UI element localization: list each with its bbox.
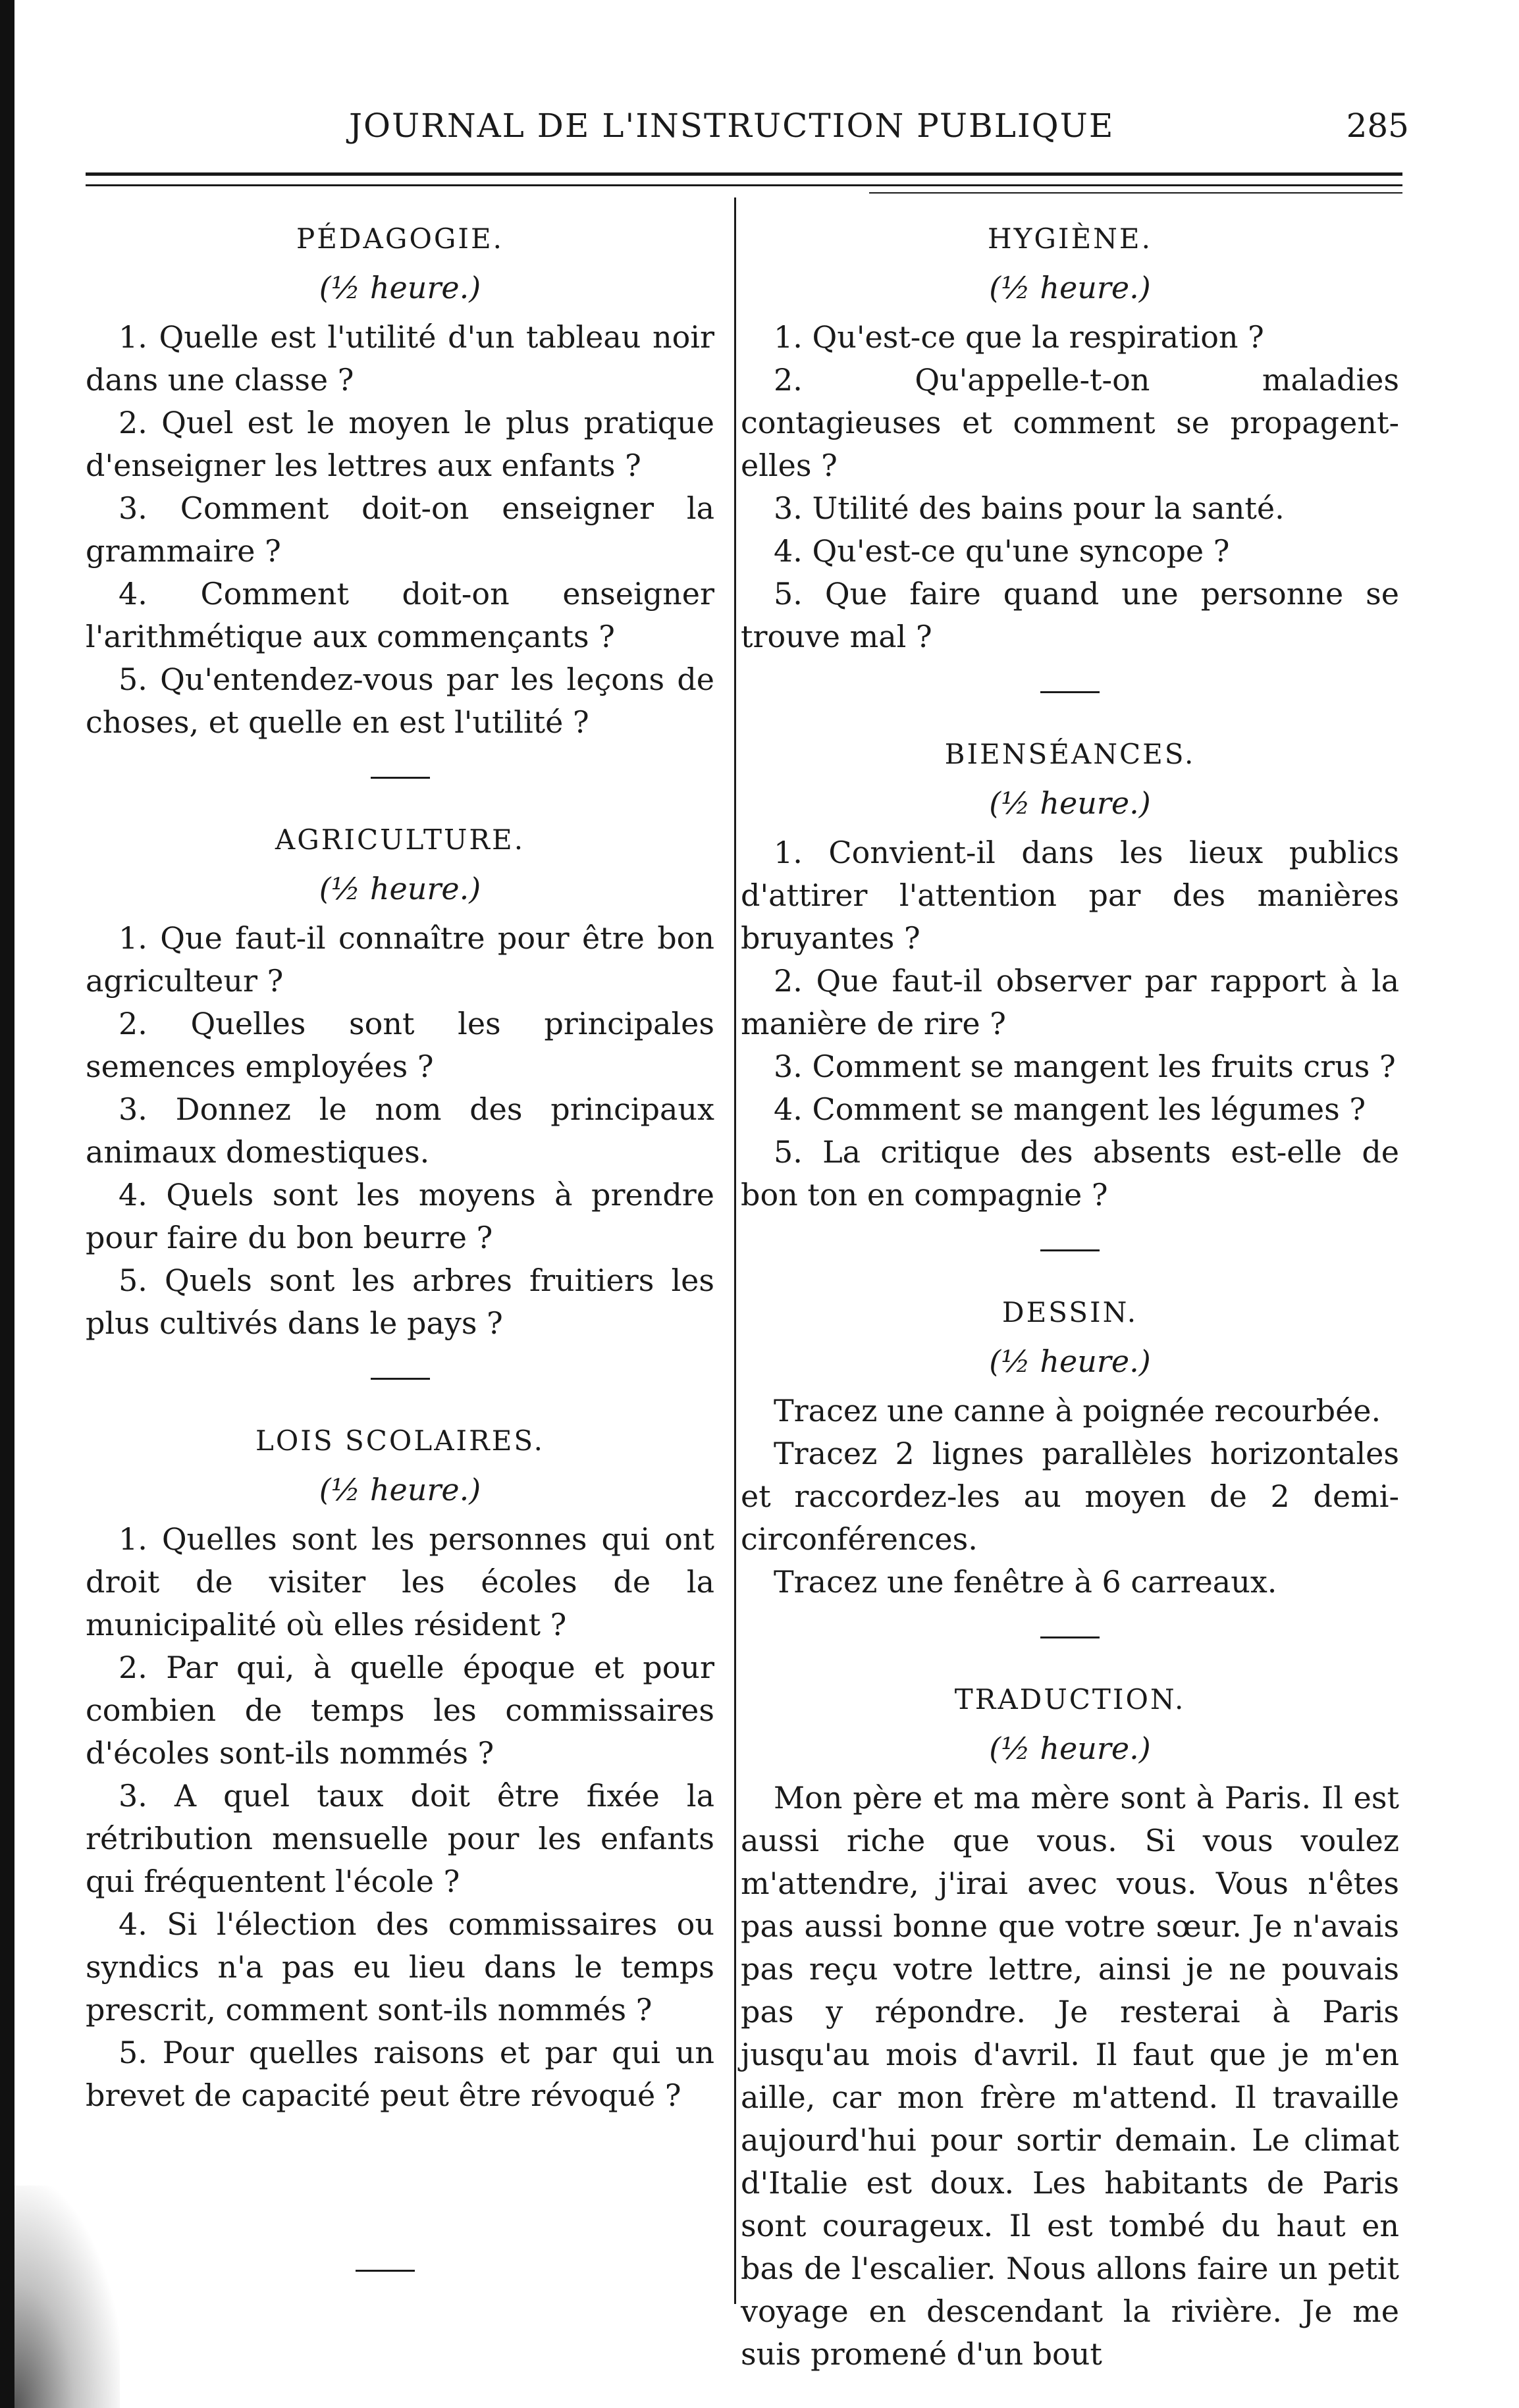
question-item: 2. Quelles sont les principales semences employées ? — [86, 1006, 714, 1084]
exercise-item: Tracez une fenêtre à 6 carreaux. — [774, 1564, 1277, 1600]
header-rule-double — [86, 184, 1402, 186]
question-item: 3. A quel taux doit être fixée la rétribution mensuelle pour les enfants qui fréquentent l'école ? — [86, 1778, 714, 1899]
binding-edge — [0, 0, 14, 2408]
section-title: DESSIN. — [1001, 1296, 1138, 1328]
journal-title: JOURNAL DE L'INSTRUCTION PUBLIQUE — [349, 107, 1115, 145]
question-item: 3. Donnez le nom des principaux animaux domestiques. — [86, 1091, 714, 1170]
section-duration: (½ heure.) — [319, 871, 481, 906]
question-item: 3. Comment doit-on enseigner la grammaire ? — [86, 490, 714, 569]
section-title: LOIS SCOLAIRES. — [255, 1425, 545, 1457]
question-item: 3. Utilité des bains pour la santé. — [774, 490, 1285, 526]
section-duration: (½ heure.) — [989, 785, 1151, 821]
section-bienseances — [741, 733, 1399, 1217]
section-title: TRADUCTION. — [954, 1683, 1186, 1715]
question-item: 1. Quelles sont les personnes qui ont droit de visiter les écoles de la municipalité où elles résident ? — [86, 1521, 714, 1642]
section-title: BIENSÉANCES. — [944, 738, 1196, 770]
column-divider — [734, 197, 736, 2304]
section-hygiene — [741, 217, 1399, 658]
section-title: HYGIÈNE. — [988, 222, 1152, 255]
section-title: PÉDAGOGIE. — [296, 222, 504, 255]
question-item: 5. Quels sont les arbres fruitiers les plus cultivés dans le pays ? — [86, 1263, 714, 1341]
scan-shadow — [14, 2186, 120, 2408]
header-rule — [86, 172, 1402, 176]
section-duration: (½ heure.) — [989, 270, 1151, 305]
question-item: 2. Quel est le moyen le plus pratique d'enseigner les lettres aux enfants ? — [86, 405, 714, 483]
left-column — [86, 217, 714, 2117]
section-separator — [1040, 1249, 1100, 1251]
question-item: 2. Que faut-il observer par rapport à la manière de rire ? — [741, 963, 1399, 1041]
question-item: 1. Quelle est l'utilité d'un tableau noir dans une classe ? — [86, 319, 714, 398]
section-duration: (½ heure.) — [319, 1472, 481, 1507]
question-item: 4. Si l'élection des commissaires ou syndics n'a pas eu lieu dans le temps prescrit, comment sont-ils nommés ? — [86, 1906, 714, 2028]
section-pedagogie — [86, 217, 714, 744]
question-item: 4. Comment doit-on enseigner l'arithmétique aux commençants ? — [86, 576, 714, 654]
header-rule-thin — [869, 192, 1402, 194]
section-traduction — [741, 1678, 1399, 2376]
question-item: 5. Pour quelles raisons et par qui un brevet de capacité peut être révoqué ? — [86, 2035, 714, 2113]
section-lois-scolaires — [86, 1419, 714, 2117]
section-duration: (½ heure.) — [989, 1344, 1151, 1379]
question-item: 3. Comment se mangent les fruits crus ? — [774, 1049, 1396, 1084]
question-item: 1. Qu'est-ce que la respiration ? — [774, 319, 1264, 355]
right-column — [741, 217, 1399, 2376]
section-separator — [371, 1378, 430, 1380]
page-number: 285 — [1346, 107, 1409, 145]
question-item: 4. Quels sont les moyens à prendre pour faire du bon beurre ? — [86, 1177, 714, 1255]
section-separator — [1040, 1636, 1100, 1638]
section-duration: (½ heure.) — [319, 270, 481, 305]
exercise-item: Tracez une canne à poignée recourbée. — [774, 1393, 1381, 1428]
exercise-item: Tracez 2 lignes parallèles horizontales et raccordez-les au moyen de 2 demi-circonférences. — [741, 1436, 1399, 1557]
translation-text: Mon père et ma mère sont à Paris. Il est aussi riche que vous. Si vous voulez m'attendre, j'irai avec vous. Vous n'êtes pas aussi bonne que votre sœur. Je n'avais pas reçu votre lettre, ainsi je ne pouvais pas y répondre. Je resterai à Paris jusqu'au mois d'avril. Il faut que je m'en aille, car mon frère m'attend. Il travaille aujourd'hui pour sortir demain. Le climat d'Italie est doux. Les habitants de Paris sont courageux. Il est tombé du haut en bas de l'escalier. Nous allons faire un petit voyage en descendant la rivière. Je me suis promené d'un bout — [741, 1780, 1399, 2372]
question-item: 4. Qu'est-ce qu'une syncope ? — [774, 533, 1230, 569]
question-item: 5. Que faire quand une personne se trouve mal ? — [741, 576, 1399, 654]
section-duration: (½ heure.) — [989, 1731, 1151, 1766]
section-separator — [371, 777, 430, 779]
question-item: 2. Qu'appelle-t-on maladies contagieuses et comment se propagent-elles ? — [741, 362, 1399, 483]
section-agriculture — [86, 818, 714, 1345]
section-separator — [1040, 691, 1100, 693]
section-title: AGRICULTURE. — [275, 824, 525, 856]
question-item: 1. Que faut-il connaître pour être bon agriculteur ? — [86, 920, 714, 999]
question-item: 5. Qu'entendez-vous par les leçons de choses, et quelle en est l'utilité ? — [86, 662, 714, 740]
question-item: 2. Par qui, à quelle époque et pour combien de temps les commissaires d'écoles sont-ils nommés ? — [86, 1650, 714, 1771]
question-item: 1. Convient-il dans les lieux publics d'attirer l'attention par des manières bruyantes ? — [741, 835, 1399, 956]
question-item: 5. La critique des absents est-elle de bon ton en compagnie ? — [741, 1134, 1399, 1213]
section-separator — [356, 2270, 415, 2272]
question-item: 4. Comment se mangent les légumes ? — [774, 1091, 1366, 1127]
page-header — [86, 99, 1416, 158]
section-dessin — [741, 1291, 1399, 1604]
